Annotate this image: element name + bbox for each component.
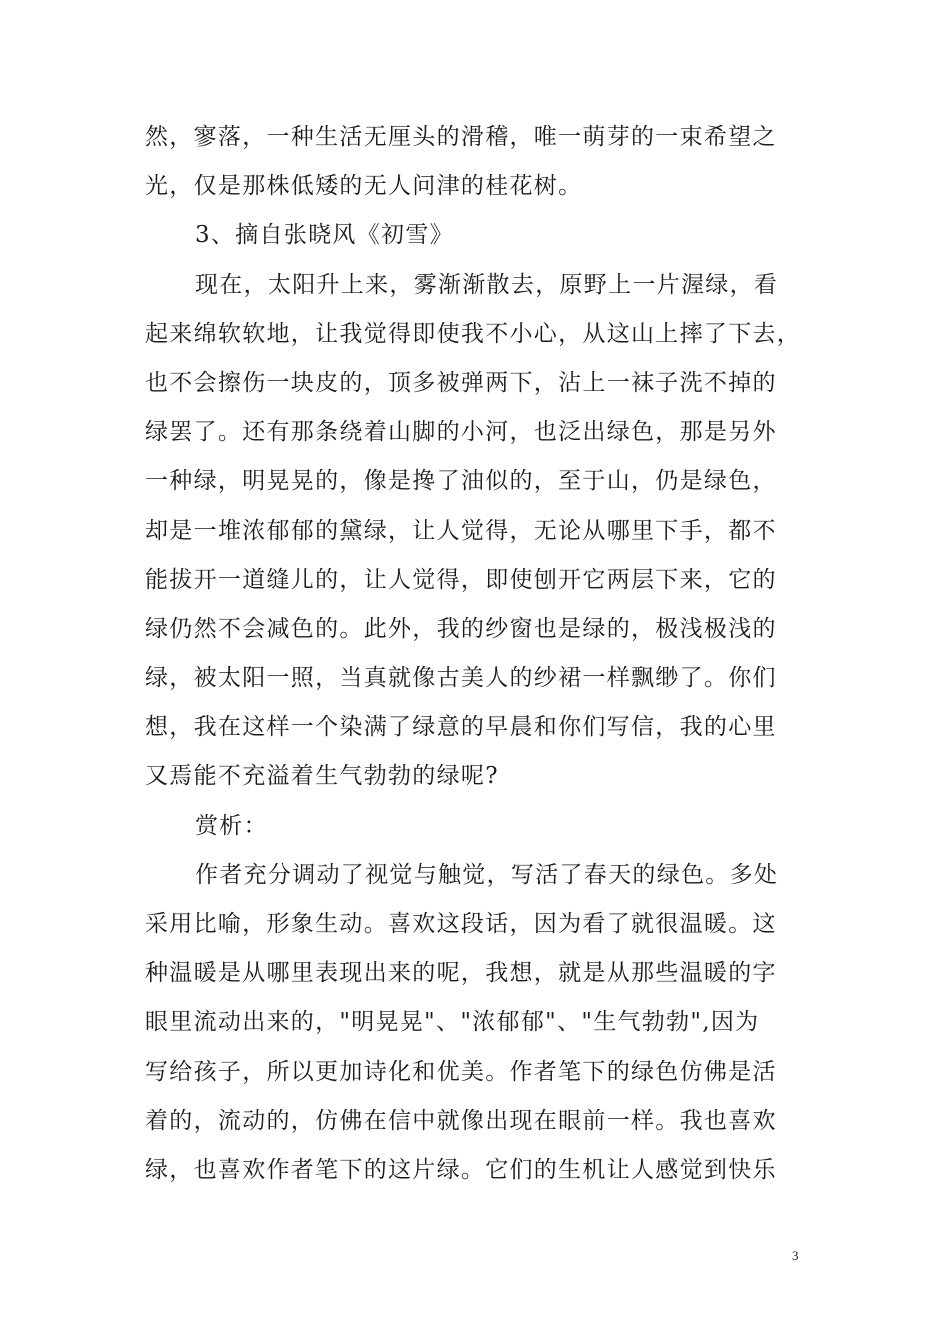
paragraph-p1 xyxy=(145,113,810,211)
text-line: 能拔开一道缝儿的，让人觉得，即使刨开它两层下来，它的 xyxy=(145,566,777,593)
text-line: 写给孩子，所以更加诗化和优美。作者笔下的绿色仿佛是活 xyxy=(145,1058,777,1085)
text-line: 种温暖是从哪里表现出来的呢，我想，就是从那些温暖的字 xyxy=(145,960,777,987)
text-line: 绿罢了。还有那条绕着山脚的小河，也泛出绿色，那是另外 xyxy=(145,419,777,446)
text-line: 绿，被太阳一照，当真就像古美人的纱裙一样飘缈了。你们 xyxy=(145,665,777,692)
paragraph-analysis-label xyxy=(145,802,810,851)
text-line: 眼里流动出来的，"明晃晃"、"浓郁郁"、"生气勃勃",因为 xyxy=(145,1009,760,1036)
text-line: 3、摘自张晓风《初雪》 xyxy=(195,222,454,249)
text-line: 赏析： xyxy=(195,812,268,839)
text-line: 着的，流动的，仿佛在信中就像出现在眼前一样。我也喜欢 xyxy=(145,1107,777,1134)
text-line: 光，仅是那株低矮的无人问津的桂花树。 xyxy=(145,173,583,200)
page-number: 3 xyxy=(792,1248,799,1263)
text-line: 然，寥落，一种生活无厘头的滑稽，唯一萌芽的一束希望之 xyxy=(145,124,777,150)
text-line: 绿仍然不会减色的。此外，我的纱窗也是绿的，极浅极浅的 xyxy=(145,615,777,642)
text-line: 又焉能不充溢着生气勃勃的绿呢? xyxy=(145,763,499,790)
text-line: 也不会擦伤一块皮的，顶多被弹两下，沾上一袜子洗不掉的 xyxy=(145,369,777,396)
text-line: 采用比喻，形象生动。喜欢这段话，因为看了就很温暖。这 xyxy=(145,911,777,937)
text-line: 作者充分调动了视觉与触觉，写活了春天的绿色。多处 xyxy=(195,861,779,888)
text-line: 想，我在这样一个染满了绿意的早晨和你们写信，我的心里 xyxy=(145,714,777,741)
body-text xyxy=(145,113,810,1195)
paragraph-heading xyxy=(145,211,810,260)
text-line: 起来绵软软地，让我觉得即使我不小心，从这山上摔了下去， xyxy=(145,320,802,347)
paragraph-p2 xyxy=(145,261,810,802)
text-line: 一种绿，明晃晃的，像是搀了油似的，至于山，仍是绿色， xyxy=(145,468,777,495)
text-line: 却是一堆浓郁郁的黛绿，让人觉得，无论从哪里下手，都不 xyxy=(145,517,777,544)
text-line: 绿，也喜欢作者笔下的这片绿。它们的生机让人感觉到快乐 xyxy=(145,1156,777,1183)
paragraph-p3 xyxy=(145,851,810,1195)
text-line: 现在，太阳升上来，雾渐渐散去，原野上一片渥绿，看 xyxy=(195,271,779,298)
